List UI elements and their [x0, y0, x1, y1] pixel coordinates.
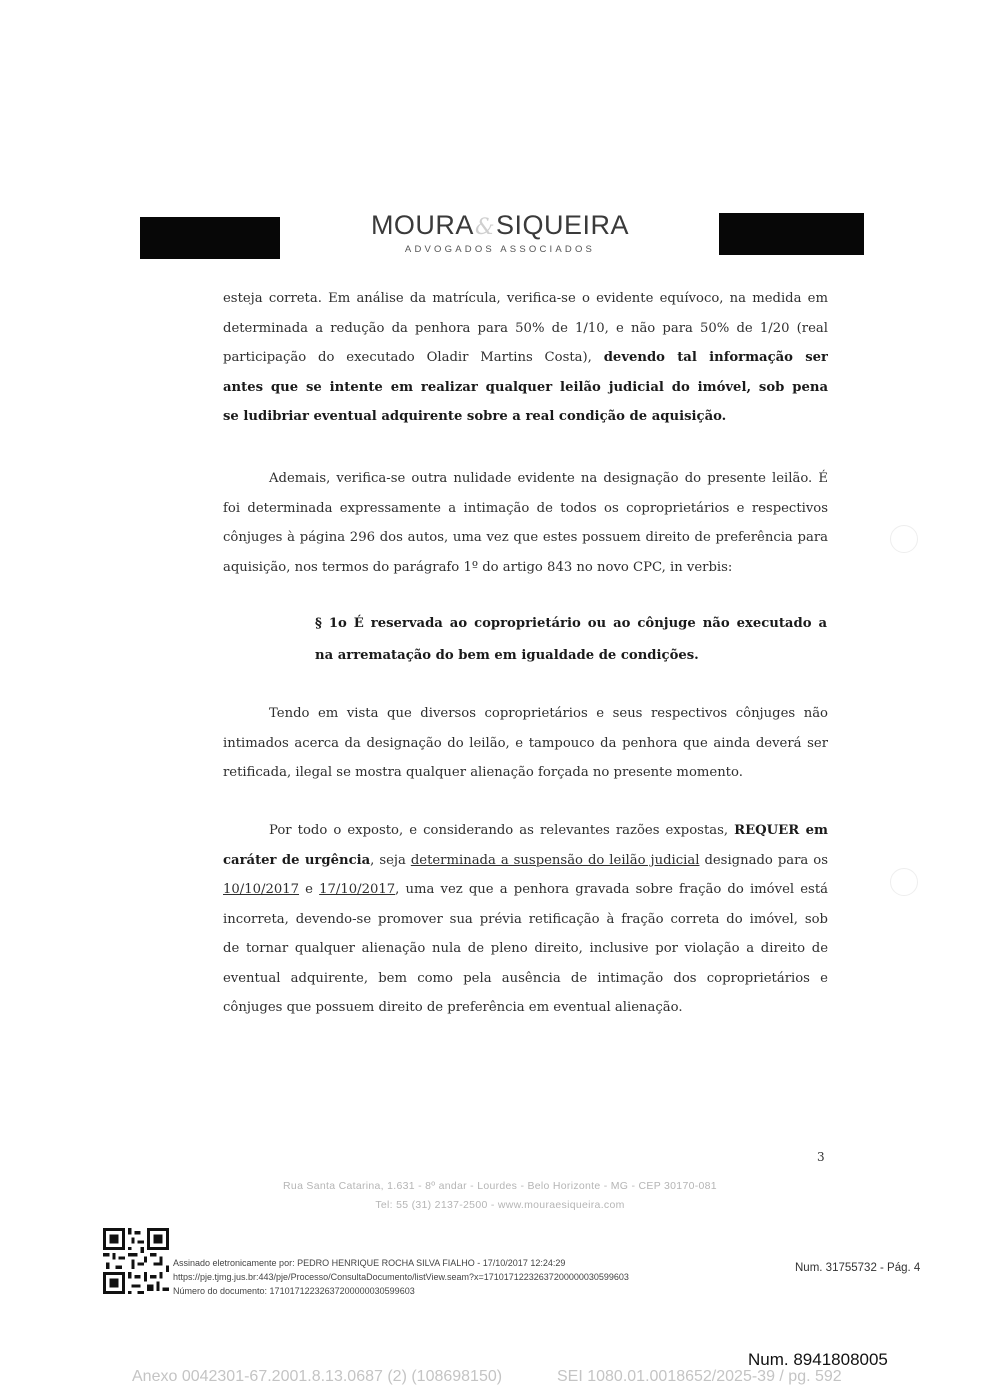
footer-contact: Tel: 55 (31) 2137-2500 - www.mouraesiqueira.com: [375, 1199, 625, 1211]
text-line: Por todo o exposto, e considerando as relevantes razões expostas, REQUER em: [269, 823, 828, 838]
text-line: participação do executado Oladir Martins Costa), devendo tal informação ser: [223, 350, 828, 365]
page-number: 3: [817, 1150, 825, 1164]
document-page-reference: Num. 31755732 - Pág. 4: [795, 1262, 921, 1274]
qr-code-icon: [103, 1228, 169, 1294]
scan-artifact: [890, 868, 918, 896]
text-line: de tornar qualquer alienação nula de pleno direito, inclusive por violação a direito de: [223, 941, 828, 956]
text-line: caráter de urgência, seja determinada a suspensão do leilão judicial designado para os: [223, 852, 828, 868]
logo-ampersand: &: [474, 215, 496, 240]
text-line: aquisição, nos termos do parágrafo 1º do artigo 843 no novo CPC, in verbis:: [223, 559, 733, 575]
text-line: determinada a redução da penhora para 50% de 1/10, e não para 50% de 1/20 (real: [223, 320, 828, 336]
sei-reference: SEI 1080.01.0018652/2025-39 / pg. 592: [557, 1368, 842, 1385]
text-line: se ludibriar eventual adquirente sobre a real condição de aquisição.: [223, 409, 727, 424]
paragraph-3: [223, 699, 828, 788]
text-line: intimados acerca da designação do leilão, e tampouco da penhora que ainda deverá ser: [223, 735, 828, 751]
logo-name-right: SIQUEIRA: [496, 210, 630, 240]
text-line: incorreta, devendo-se promover sua prévia retificação à fração correta do imóvel, sob: [223, 911, 828, 927]
signature-url[interactable]: https://pje.tjmg.jus.br:443/pje/Processo/ConsultaDocumento/listView.seam?x=17101712232637200000030599603: [173, 1272, 629, 1282]
logo-name-left: MOURA: [370, 210, 474, 240]
redaction-box-left: [140, 217, 280, 259]
text-line: antes que se intente em realizar qualquer leilão judicial do imóvel, sob pena: [223, 379, 828, 395]
quote-line: § 1o É reservada ao coproprietário ou ao cônjuge não executado a: [315, 616, 827, 631]
document-number: Num. 8941808005: [748, 1350, 888, 1369]
annex-reference: Anexo 0042301-67.2001.8.13.0687 (2) (108698150): [132, 1368, 503, 1385]
text-line: retificada, ilegal se mostra qualquer alienação forçada no presente momento.: [223, 765, 743, 780]
paragraph-2: [223, 464, 828, 582]
quote-line: na arrematação do bem em igualdade de condições.: [315, 648, 699, 663]
logo-subtitle: ADVOGADOS ASSOCIADOS: [404, 244, 596, 255]
signature-signed-by: Assinado eletronicamente por: PEDRO HENRIQUE ROCHA SILVA FIALHO - 17/10/2017 12:24:29: [173, 1258, 566, 1268]
redaction-box-right: [719, 213, 864, 255]
text-line: esteja correta. Em análise da matrícula, verifica-se o evidente equívoco, na medida em: [223, 291, 828, 306]
text-line: foi determinada expressamente a intimação de todos os coproprietários e respectivos: [223, 500, 828, 516]
paragraph-1: [223, 284, 828, 432]
firm-logo: [340, 210, 660, 255]
legal-quote: [315, 608, 827, 672]
text-line: Ademais, verifica-se outra nulidade evidente na designação do presente leilão. É: [269, 471, 828, 486]
text-line: Tendo em vista que diversos coproprietários e seus respectivos cônjuges não: [269, 706, 828, 721]
text-line: 10/10/2017 e 17/10/2017, uma vez que a penhora gravada sobre fração do imóvel está: [223, 882, 828, 897]
text-line: eventual adquirente, bem como pela ausência de intimação dos coproprietários e: [223, 970, 828, 986]
scan-artifact: [890, 525, 918, 553]
text-line: cônjuges que possuem direito de preferência em eventual alienação.: [223, 1000, 683, 1015]
text-line: cônjuges à página 296 dos autos, uma vez que estes possuem direito de preferência para: [223, 530, 828, 545]
signature-doc-number: Número do documento: 17101712232637200000030599603: [173, 1286, 415, 1296]
paragraph-4: [223, 816, 828, 1023]
footer-address: Rua Santa Catarina, 1.631 - 8º andar - Lourdes - Belo Horizonte - MG - CEP 30170-081: [283, 1180, 717, 1192]
